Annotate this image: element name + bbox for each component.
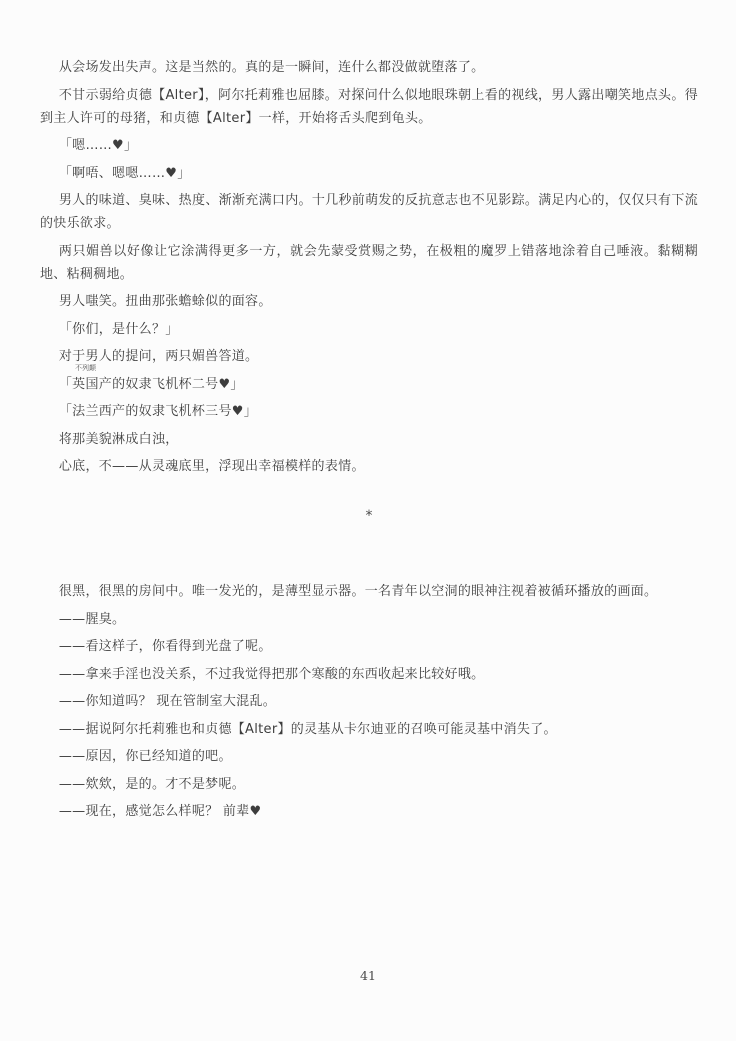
paragraph: ——腥臭。 <box>58 611 126 627</box>
ruby-text: 不列颠 <box>74 364 96 372</box>
paragraph: 不甘示弱给贞德【Alter】，阿尔托莉雅也屈膝。对探问什么似地眼珠朝上看的视线，男人露出嘲笑地点头。得到主人许可的母猪，和贞德【Alter】一样，开始将舌头爬到龟头。 <box>40 87 698 126</box>
paragraph: 「啊唔、嗯嗯……♥」 <box>58 165 191 181</box>
page-content <box>40 56 698 828</box>
paragraph: 「法兰西产的奴隶飞机杯三号♥」 <box>58 404 257 419</box>
paragraph: ——看这样子，你看得到光盘了呢。 <box>58 639 272 654</box>
paragraph: ——欸欸，是的。才不是梦呢。 <box>58 776 246 792</box>
paragraph: ——现在，感觉怎么样呢？ 前辈♥ <box>58 804 262 819</box>
paragraph: 对于男人的提问，两只媚兽答道。 <box>58 349 259 364</box>
text-section-part-2 <box>40 580 698 823</box>
paragraph: 将那美貌淋成白浊， <box>58 431 179 447</box>
paragraph: 「嗯……♥」 <box>58 138 138 153</box>
paragraph: 男人的味道、臭味、热度、渐渐充满口内。十几秒前萌发的反抗意志也不见影踪。满足内心的，仅仅只有下流的快乐欲求。 <box>40 193 698 231</box>
ruby-base-text: 英国 <box>72 376 99 392</box>
ruby-annotated-text <box>72 364 99 396</box>
paragraph: ——你知道吗？ 现在管制室大混乱。 <box>58 694 277 709</box>
paragraph: ——拿来手淫也没关系，不过我觉得把那个寒酸的东西收起来比较好哦。 <box>58 666 485 682</box>
page-number: 41 <box>360 968 376 983</box>
paragraph: 从会场发出失声。这是当然的。真的是一瞬间，连什么都没做就堕落了。 <box>58 60 485 75</box>
paragraph: 很黑，很黑的房间中。唯一发光的，是薄型显示器。一名青年以空洞的眼神注视着被循环播放的画面。 <box>58 584 658 599</box>
section-divider: * <box>365 508 373 524</box>
paragraph: ——据说阿尔托莉雅也和贞德【Alter】的灵基从卡尔迪亚的召唤可能灵基中消失了。 <box>58 721 557 737</box>
text-section-part-1 <box>40 56 698 478</box>
paragraph: 男人嗤笑。扭曲那张蟾蜍似的面容。 <box>58 294 272 309</box>
paragraph: 心底，不——从灵魂底里，浮现出幸福模样的表情。 <box>58 459 365 474</box>
paragraph: 两只媚兽以好像让它涂满得更多一方，就会先蒙受赏赐之势，在极粗的魔罗上错落地涂着自己唾液。黏糊糊地、粘稠稠地。 <box>40 243 698 282</box>
paragraph: 「你们，是什么？」 <box>58 321 179 337</box>
paragraph: ——原因，你已经知道的吧。 <box>58 749 232 764</box>
paragraph: 「 不列颠 英国产的奴隶飞机杯二号♥」 <box>40 373 698 396</box>
